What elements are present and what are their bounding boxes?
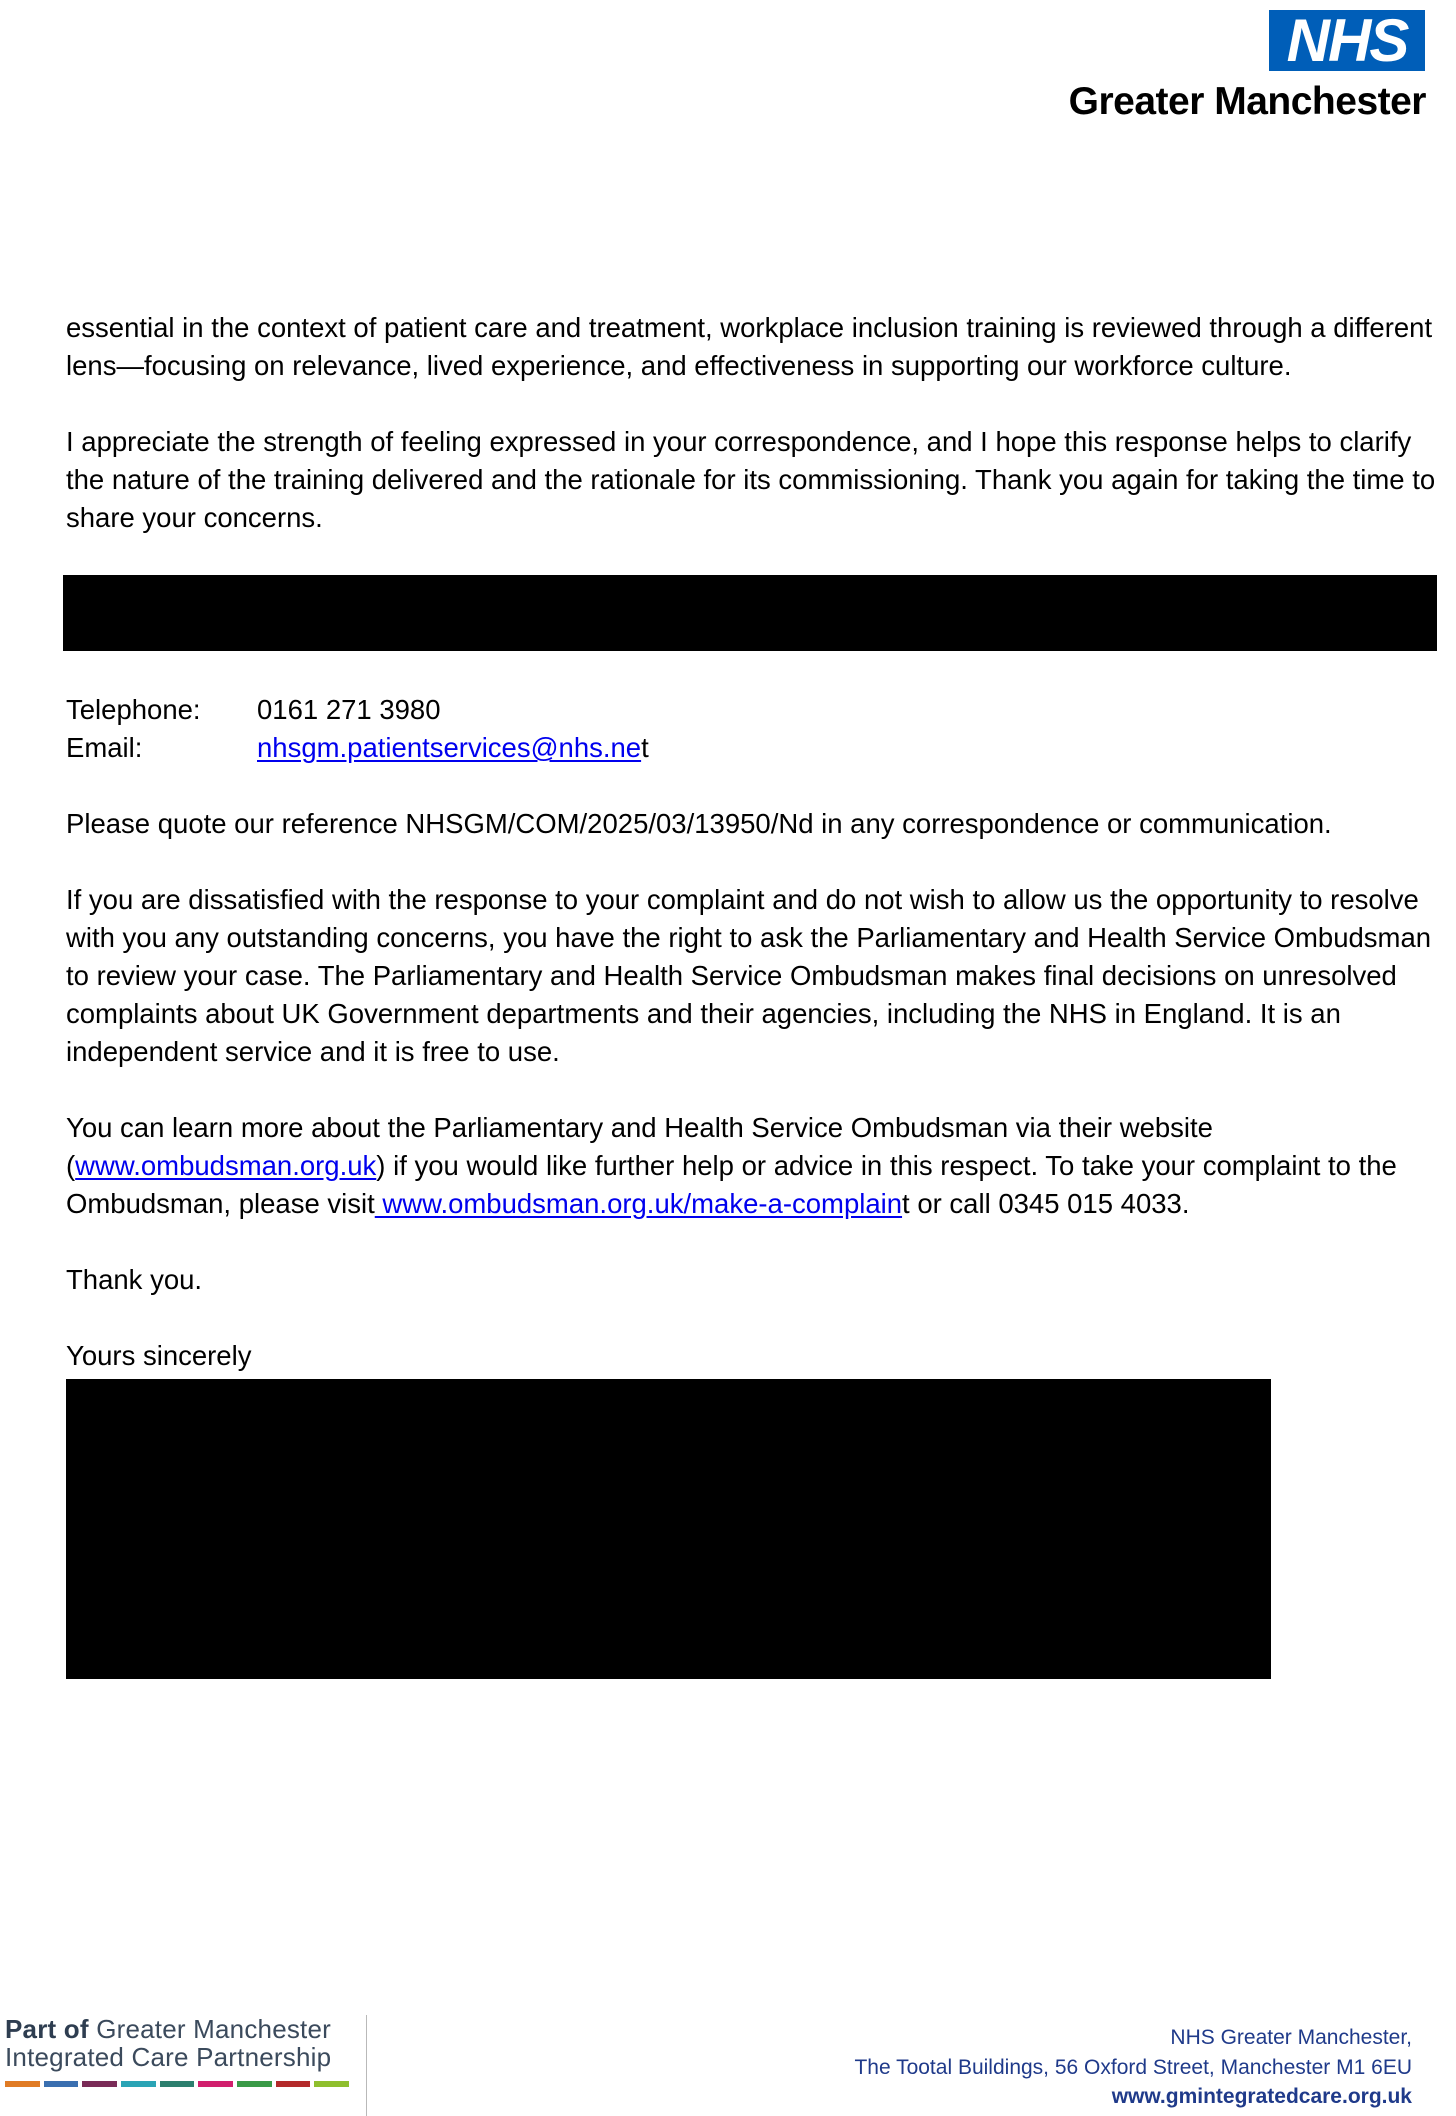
learn-more-text-1: You can learn more about the Parliamentary and Health Service Ombudsman via their website (	[66, 1112, 1213, 1181]
reference-paragraph: Please quote our reference NHSGM/COM/2025/03/13950/Nd in any correspondence or communication.	[66, 808, 1332, 839]
telephone-row	[66, 691, 1436, 729]
partnership-part-of: Part of	[5, 2014, 89, 2044]
partnership-gm: Greater Manchester	[96, 2014, 331, 2044]
address-line-1: NHS Greater Manchester,	[1170, 2026, 1412, 2049]
address-line-2: The Tootal Buildings, 56 Oxford Street, Manchester M1 6EU	[854, 2055, 1412, 2079]
footer-address	[854, 2023, 1412, 2112]
strip-segment	[160, 2081, 195, 2087]
strip-segment	[198, 2081, 233, 2087]
telephone-label: Telephone:	[66, 694, 201, 725]
strip-segment	[237, 2081, 272, 2087]
paragraph-ombudsman: If you are dissatisfied with the response to your complaint and do not wish to allow us the opportunity to resolve with you any outstanding concerns, you have the right to ask the Parliamentary and Health Service Ombudsman to review your case. The Parliamentary and Health Service Ombudsman makes final decisions on unresolved complaints about UK Government departments and their agencies, including the NHS in England. It is an independent service and it is free to use.	[66, 884, 1432, 1067]
closing-line: Yours sincerely	[66, 1340, 252, 1371]
strip-segment	[82, 2081, 117, 2087]
email-link-tail: t	[641, 732, 649, 763]
email-label: Email:	[66, 732, 143, 763]
ombudsman-website-link[interactable]: www.ombudsman.org.uk	[75, 1150, 377, 1181]
make-a-complaint-link-tail: t	[902, 1188, 910, 1219]
learn-more-text-3: or call 0345 015 4033.	[909, 1188, 1190, 1219]
strip-segment	[5, 2081, 40, 2087]
footer-website-link[interactable]: www.gmintegratedcare.org.uk	[1111, 2085, 1412, 2108]
org-name: Greater Manchester	[1068, 80, 1426, 123]
partnership-line-1	[5, 2015, 370, 2043]
partnership-line-2: Integrated Care Partnership	[5, 2042, 332, 2072]
paragraph-training-context: essential in the context of patient care and treatment, workplace inclusion training is reviewed through a different lens—focusing on relevance, lived experience, and effectiveness in supporting our workforce culture.	[66, 312, 1433, 381]
nhs-badge	[1269, 6, 1425, 74]
strip-segment	[276, 2081, 311, 2087]
partnership-color-strip	[5, 2081, 353, 2087]
make-a-complaint-link[interactable]: www.ombudsman.org.uk/make-a-complain	[374, 1188, 903, 1219]
strip-segment	[314, 2081, 349, 2087]
paragraph-appreciation: I appreciate the strength of feeling expressed in your correspondence, and I hope this response helps to clarify the nature of the training delivered and the rationale for its commissioning. Thank you again for taking the time to share your concerns.	[66, 426, 1436, 533]
learn-more-text-2: ) if you would like further help or advice in this respect. To take your complaint to the Ombudsman, please visit	[66, 1150, 1397, 1219]
signature-redaction	[66, 1379, 1271, 1679]
nhs-badge-text: NHS	[1286, 6, 1408, 74]
strip-segment	[44, 2081, 79, 2087]
thank-you-line: Thank you.	[66, 1264, 203, 1295]
telephone-value: 0161 271 3980	[257, 694, 441, 725]
contact-details	[66, 691, 1436, 767]
nhs-gm-logo	[1018, 8, 1438, 126]
email-link[interactable]: nhsgm.patientservices@nhs.ne	[257, 732, 642, 763]
redaction-bar	[63, 575, 1437, 651]
letter-body	[66, 309, 1436, 1679]
strip-segment	[121, 2081, 156, 2087]
email-row	[66, 729, 1436, 767]
partnership-logo	[5, 2015, 370, 2116]
paragraph-learn-more	[66, 1109, 1436, 1223]
footer-divider	[366, 2015, 367, 2116]
